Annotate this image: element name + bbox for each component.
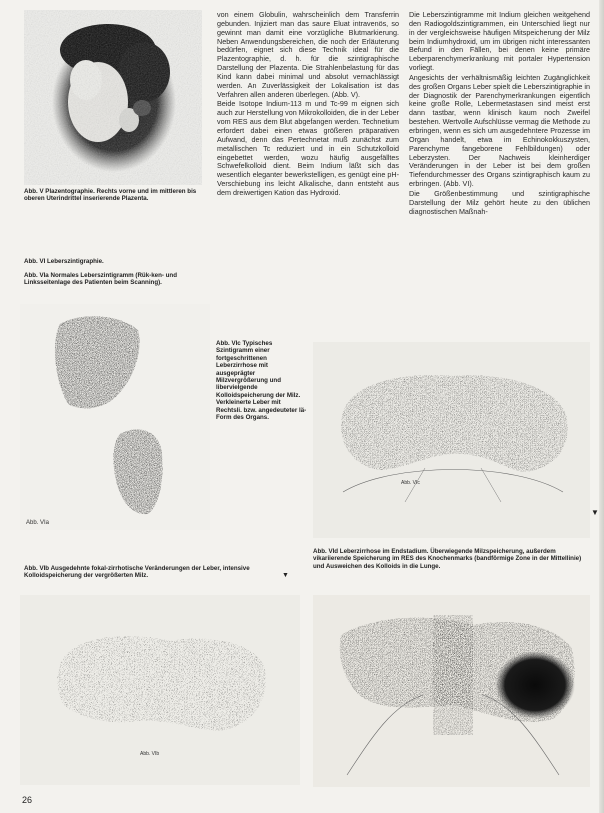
- abb-via-corner-label: Abb. VIa: [26, 520, 50, 526]
- abb-v-scintigram: [24, 10, 202, 185]
- abb-vib-image-label: Abb. VIb: [140, 751, 160, 757]
- middle-paragraph-2: Beide Isotope Indium-113 m und Tc-99 m eignen sich auch zur Herstellung von Mikrokolloiden, die in der Leber vom RES aus dem Blut abgefangen werden. Technetium erfordert dabei einen etwas größeren präparativen Aufwand, denn das Pertechnetat muß zunächst zum metallischen Tc reduziert und in ein Schutzkolloid eingebettet werden, wozu häufig ausgefälltes Schwefelkolloid dient. Beim Indium läßt sich das wesentlich eleganter bewerkstelligen, es genügt eine pH-Verschiebung ins leicht Alkalische, dann entsteht aus dem dreiwertigen Kation das Hydroxid.: [217, 99, 399, 197]
- abb-via-caption: Abb. VIa Normales Leberszintigramm (Rük-ken- und Linksseitenlage des Patienten beim Scanning).: [24, 272, 177, 287]
- abb-vic-scintigram: [313, 342, 590, 538]
- right-paragraph-3: Die Größenbestimmung und szintigraphische Darstellung der Milz gehört heute zu den üblichen diagnostischen Maßnah-: [409, 188, 590, 216]
- abb-vid-caption: Abb. VId Leberzirrhose im Endstadium. Überwiegende Milzspeicherung, außerdem vikariierende Speicherung im RES des Knochenmarks (bandförmige Zone in der Mittellinie) und Ausweichen des Kolloids in die Lunge.: [313, 548, 582, 570]
- text-column-middle: [217, 11, 399, 199]
- right-paragraph-1: Die Leberszintigramme mit Indium gleichen weitgehend den Radiogoldszintigrammen, ein Unterschied liegt nur in der vergleichsweise häufigen Mitspeicherung der Milz beim Indiumhydroxid, um im übrigen nicht interessanten Befund in den Fällen, bei denen keine primäre Leberparenchymerkrankung mit portaler Hypertension vorliegt.: [409, 10, 590, 73]
- middle-paragraph-1: von einem Globulin, wahrscheinlich dem Transferrin gebunden. Injiziert man das saure Eluat intravenös, so gewinnt man damit eine vorzügliche Blutmarkierung. Neben Anwendungsbereichen, die noch der Erläuterung bedürfen, eignet sich diese Technik ideal für die Plazentographie, d. h. für die szintigraphische Darstellung der Plazenta. Die Strahlenbelastung für das Kind kann dabei minimal und absolut vernachlässigt werden. An Zuverlässigkeit der Lokalisation ist das Verfahren allen anderen überlegen. (Abb. V).: [217, 10, 399, 99]
- abb-vib-scintigram: [20, 595, 300, 785]
- abb-via-scintigram: [20, 304, 210, 530]
- abb-vi-caption: Abb. VI Leberszintigraphie.: [24, 258, 104, 265]
- abb-vic-caption: Abb. VIc Typisches Szintigramm einer fortgeschrittenen Leberzirrhose mit ausgeprägter Milzvergrößerung und libervielgende Kolloidspeicherung der Milz. Verkleinerte Leber mit Rechtsli. bzw. angedeuteter lä-Form des Organs.: [216, 340, 307, 422]
- page-number: 26: [22, 795, 33, 805]
- arrow-marker-right: ▼: [591, 508, 599, 517]
- abb-vid-scintigram: [313, 595, 590, 787]
- abb-vib-caption: Abb. VIb Ausgedehnte fokal-zirrhotische Veränderungen der Leber, intensive Kolloidspeicherung der vergrößerten Milz.: [24, 565, 250, 580]
- abb-v-caption: Abb. V Plazentographie. Rechts vorne und im mittleren bis oberen Uterindrittel inserierende Plazenta.: [24, 188, 197, 203]
- abb-vic-image-label: Abb. VIc: [401, 480, 420, 486]
- text-column-right: [409, 11, 590, 217]
- arrow-marker-vib: ▼: [282, 572, 289, 579]
- page-edge-shadow: [599, 0, 604, 813]
- right-paragraph-2: Angesichts der verhältnismäßig leichten Zugänglichkeit des großen Organs Leber spielt die Leberszintigraphie in der Diagnostik der Parenchymerkrankungen eigentlich keine große Rolle, Lebermetastasen sind meist erst dann tastbar, wenn klinisch kaum noch Zweifel bestehen. Wertvolle Aufschlüsse vermag die Methode zu erbringen, wenn es sich um ausgedehntere Prozesse im Organ handelt, etwa im Echinokokkuszysten, Parenchyme fangeborene Fehlbildungen) oder Leberzysten. Der Nachweis kleinherdiger Veränderungen in der Leber ist bei dem großen Tiefendurchmesser des Organs szintigraphisch kaum zu erbringen. (Abb. VI).: [409, 72, 590, 189]
